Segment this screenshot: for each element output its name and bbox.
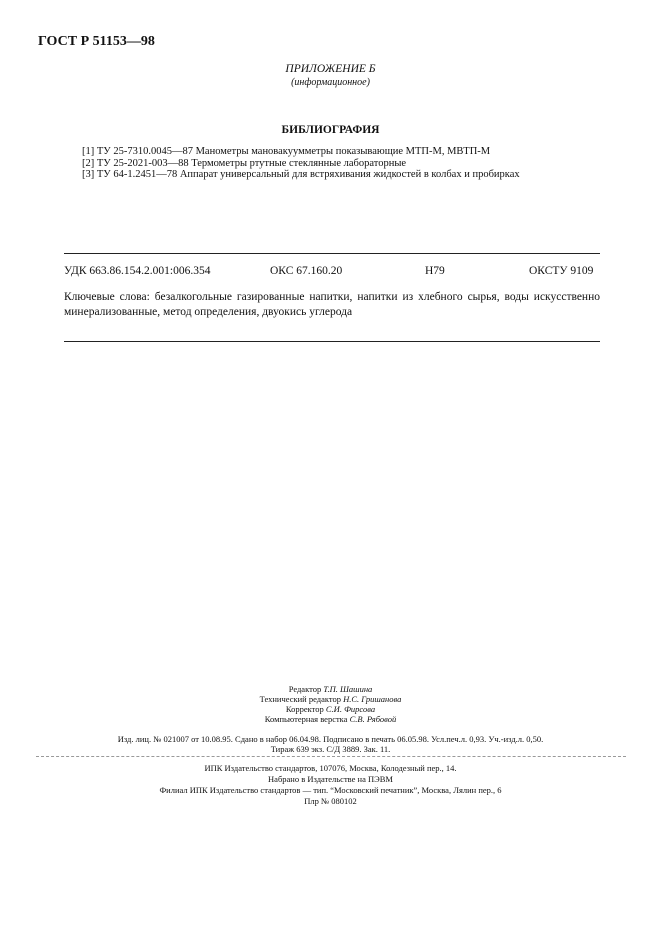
oks-code: ОКС 67.160.20	[270, 265, 343, 277]
publication-line-2: Тираж 639 экз. С/Д 3889. Зак. 11.	[270, 744, 391, 754]
credit-corrector-label: Корректор	[285, 704, 324, 714]
bibliography-item-1: [1] ТУ 25-7310.0045—87 Манометры мановакуумметры показывающие МТП-М, МВТП-М	[82, 146, 491, 157]
printing-info	[0, 763, 661, 807]
bibliography-item-3: [3] ТУ 64-1.2451—78 Аппарат универсальный для встряхивания жидкостей в колбах и пробирках	[82, 169, 520, 181]
divider-bottom	[64, 341, 600, 342]
divider-top	[64, 253, 600, 254]
bibliography-list	[82, 146, 642, 181]
printing-line-2: Набрано в Издательстве на ПЭВМ	[268, 774, 393, 784]
publication-info	[0, 734, 661, 754]
publication-line-1: Изд. лиц. № 021007 от 10.08.95. Сдано в набор 06.04.98. Подписано в печать 06.05.98. Усл.печ.л. 0,93. Уч.-изд.л. 0,50.	[117, 734, 544, 744]
printing-line-4: Плр № 080102	[304, 796, 357, 806]
printing-line-1: ИПК Издательство стандартов, 107076, Москва, Колодезный пер., 14.	[204, 763, 457, 773]
group-code: Н79	[425, 265, 445, 277]
udk-code: УДК 663.86.154.2.001:006.354	[64, 265, 211, 277]
annex-title: ПРИЛОЖЕНИЕ Б	[285, 63, 376, 75]
okstu-code: ОКСТУ 9109	[529, 265, 594, 277]
bibliography-title: БИБЛИОГРАФИЯ	[281, 124, 380, 136]
annex-subtitle: (информационное)	[291, 77, 370, 88]
standard-code: ГОСТ Р 51153—98	[38, 34, 155, 49]
credit-layout	[0, 714, 661, 724]
credit-tech-label: Технический редактор	[259, 694, 341, 704]
credit-layout-label: Компьютерная верстка	[264, 714, 348, 724]
credit-tech-name: Н.С. Гришанова	[343, 694, 402, 704]
bibliography-item-2: [2] ТУ 25-2021-003—88 Термометры ртутные стеклянные лабораторные	[82, 157, 407, 169]
credit-corrector	[0, 704, 661, 714]
credit-editor-name: Т.П. Шашина	[323, 684, 373, 694]
credit-tech-editor	[0, 694, 661, 704]
credits-block	[0, 684, 661, 724]
credit-editor	[0, 684, 661, 694]
credit-corrector-name: С.И. Фирсова	[325, 704, 376, 714]
printing-line-3: Филиал ИПК Издательство стандартов — тип. “Московский печатник”, Москва, Лялин пер., 6	[159, 785, 502, 795]
credit-editor-label: Редактор	[288, 684, 322, 694]
keywords: Ключевые слова: безалкогольные газированные напитки, напитки из хлебного сырья, воды искусственно минерализованные, метод определения, двуокись углерода	[64, 291, 600, 318]
credit-layout-name: С.В. Рябовой	[349, 714, 397, 724]
divider-dashed	[36, 756, 626, 757]
